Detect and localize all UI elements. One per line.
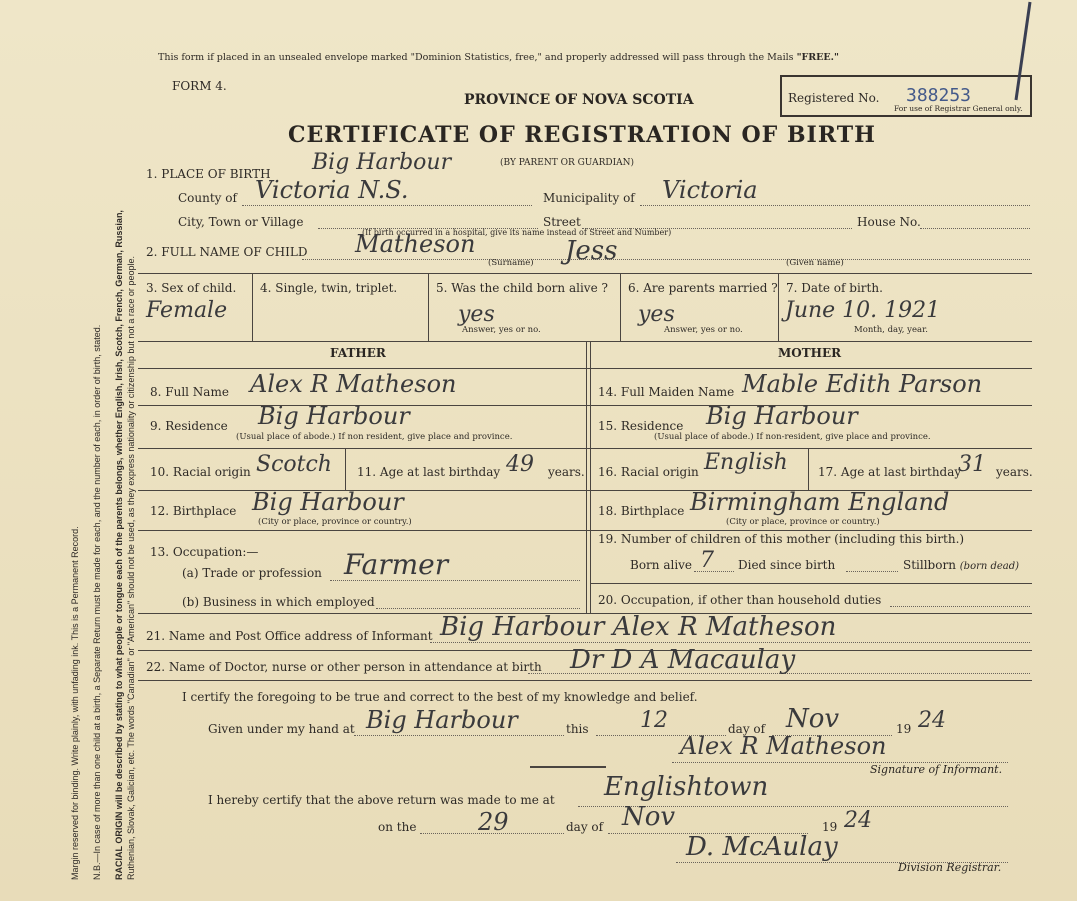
municipality-label: Municipality of	[543, 191, 635, 205]
sex-value: Female	[146, 298, 228, 323]
division-registrar-label: Division Registrar.	[898, 861, 1002, 874]
form-number: FORM 4.	[172, 79, 227, 93]
father-name-value: Alex R Matheson	[250, 370, 457, 398]
registrar-on-the-label: on the	[378, 820, 417, 834]
single-twin-label: 4. Single, twin, triplet.	[260, 281, 398, 295]
father-years-label: years.	[548, 465, 585, 479]
registrar-year-value: 24	[844, 808, 872, 833]
mother-birthplace-value: Birmingham England	[690, 488, 950, 516]
surname-note: (Surname)	[488, 258, 534, 268]
born-alive-note: Answer, yes or no.	[462, 325, 541, 335]
father-business-label: (b) Business in which employed	[182, 595, 375, 609]
street-label: Street	[543, 215, 581, 229]
place-of-birth-label: 1. PLACE OF BIRTH	[146, 167, 271, 181]
doctor-label: 22. Name of Doctor, nurse or other person in attendance at birth	[146, 660, 542, 674]
child-surname-value: Matheson	[355, 230, 476, 258]
registration-box	[780, 75, 1032, 117]
date-of-birth-note: Month, day, year.	[854, 325, 928, 335]
margin-note-multiple-births: N.B.—In case of more than one child at a birth, a Separate Return must be made for each, and the number of each, in order of birth, stated.	[92, 324, 102, 880]
registered-number: 388253	[906, 85, 972, 106]
informant-signature: Alex R Matheson	[680, 732, 887, 760]
date-of-birth-label: 7. Date of birth.	[786, 281, 883, 295]
registrar-day-value: 29	[478, 808, 509, 836]
father-trade-label: (a) Trade or profession	[182, 566, 322, 580]
county-label: County of	[178, 191, 237, 205]
margin-note-racial-origin-cont: Ruthenian, Slovak, Galician, etc. The words "Canadian" or "American" should not be used, as they express nationality or citizenship but not a race or people.	[126, 256, 136, 880]
father-racial-value: Scotch	[256, 452, 332, 477]
father-age-value: 49	[506, 452, 534, 477]
mother-children-label: 19. Number of children of this mother (including this birth.)	[598, 532, 965, 546]
registrar-signature: D. McAulay	[686, 832, 838, 862]
this-label: this	[566, 722, 589, 736]
died-since-birth-label: Died since birth	[738, 558, 836, 572]
born-alive-count-label: Born alive	[630, 558, 693, 572]
mother-name-label: 14. Full Maiden Name	[598, 385, 735, 399]
mother-racial-value: English	[704, 450, 788, 475]
by-parent-note: (BY PARENT OR GUARDIAN)	[500, 158, 635, 168]
signature-of-informant-label: Signature of Informant.	[870, 763, 1003, 776]
ink-stroke-mark	[1000, 0, 1040, 110]
child-given-name-value: Jess	[565, 236, 618, 266]
given-under-hand-label: Given under my hand at	[208, 722, 355, 736]
mother-heading: MOTHER	[778, 346, 842, 360]
mother-age-value: 31	[958, 452, 986, 477]
sex-label: 3. Sex of child.	[146, 281, 237, 295]
date-of-birth-value: June 10. 1921	[785, 298, 941, 323]
certify-year-value: 24	[918, 708, 946, 733]
margin-note-binding: Margin reserved for binding. Write plainly, with unfading ink. This is a Permanent Record.	[70, 526, 80, 880]
mother-birthplace-label: 18. Birthplace	[598, 504, 685, 518]
mail-note: This form if placed in an unsealed envelope marked "Dominion Statistics, free," and properly addressed will pass through the Mails "FREE."	[158, 52, 839, 63]
father-residence-label: 9. Residence	[150, 419, 228, 433]
born-alive-count-value: 7	[700, 548, 714, 573]
given-name-note: (Given name)	[786, 258, 844, 268]
mother-birthplace-note: (City or place, province or country.)	[726, 517, 880, 527]
registered-label: Registered No.	[788, 91, 880, 105]
certify-month-value: Nov	[786, 704, 840, 734]
father-birthplace-value: Big Harbour	[252, 488, 404, 516]
certify-day-of-label: day of	[728, 722, 766, 736]
born-alive-label: 5. Was the child born alive ?	[436, 281, 608, 295]
stillborn-label: Stillborn (born dead)	[903, 558, 1020, 572]
father-age-label: 11. Age at last birthday	[357, 465, 501, 479]
mother-name-value: Mable Edith Parson	[742, 370, 983, 398]
county-value: Victoria N.S.	[255, 176, 409, 204]
parents-married-value: yes	[638, 302, 675, 327]
father-trade-value: Farmer	[344, 548, 449, 581]
doctor-value: Dr D A Macaulay	[570, 645, 796, 675]
mother-residence-value: Big Harbour	[706, 402, 858, 430]
father-occupation-label: 13. Occupation:—	[150, 545, 259, 559]
child-name-label: 2. FULL NAME OF CHILD	[146, 245, 308, 259]
registrar-note: For use of Registrar General only.	[894, 104, 1023, 113]
registrar-place-value: Englishtown	[604, 772, 769, 802]
margin-note-racial-origin: RACIAL ORIGIN will be described by stating to what people or tongue each of the parents belongs, whether English, Irish, Scotch, French, German, Russian,	[114, 210, 124, 880]
certify-year-prefix: 19	[896, 722, 912, 736]
mother-age-label: 17. Age at last birthday	[818, 465, 962, 479]
father-birthplace-label: 12. Birthplace	[150, 504, 237, 518]
mother-racial-label: 16. Racial origin	[598, 465, 699, 479]
registrar-year-prefix: 19	[822, 820, 838, 834]
place-of-birth-value: Big Harbour	[312, 150, 452, 175]
parents-married-label: 6. Are parents married ?	[628, 281, 778, 295]
father-heading: FATHER	[330, 346, 386, 360]
certify-day-value: 12	[640, 708, 668, 733]
father-residence-note: (Usual place of abode.) If non resident, give place and province.	[236, 432, 513, 442]
registrar-month-value: Nov	[622, 802, 676, 832]
parents-married-note: Answer, yes or no.	[664, 325, 743, 335]
mother-residence-note: (Usual place of abode.) If non-resident, give place and province.	[654, 432, 931, 442]
mother-residence-label: 15. Residence	[598, 419, 684, 433]
certificate-title: CERTIFICATE OF REGISTRATION OF BIRTH	[288, 122, 876, 148]
registrar-day-of-label: day of	[566, 820, 604, 834]
house-label: House No.	[857, 215, 921, 229]
informant-label: 21. Name and Post Office address of Informant	[146, 629, 433, 643]
city-label: City, Town or Village	[178, 215, 304, 229]
mother-years-label: years.	[996, 465, 1033, 479]
informant-value: Big Harbour Alex R Matheson	[440, 612, 837, 642]
hospital-note: (If birth occurred in a hospital, give its name instead of Street and Number)	[362, 228, 672, 237]
province-heading: PROVINCE OF NOVA SCOTIA	[464, 92, 694, 108]
given-place-value: Big Harbour	[366, 706, 518, 734]
born-alive-value: yes	[458, 302, 495, 327]
mother-occupation-label: 20. Occupation, if other than household duties	[598, 593, 882, 607]
father-residence-value: Big Harbour	[258, 402, 410, 430]
father-name-label: 8. Full Name	[150, 385, 229, 399]
father-racial-label: 10. Racial origin	[150, 465, 251, 479]
certify-text: I certify the foregoing to be true and correct to the best of my knowledge and belief.	[182, 690, 698, 704]
registrar-certify-text: I hereby certify that the above return was made to me at	[208, 793, 555, 807]
municipality-value: Victoria	[662, 176, 758, 204]
father-birthplace-note: (City or place, province or country.)	[258, 517, 412, 527]
